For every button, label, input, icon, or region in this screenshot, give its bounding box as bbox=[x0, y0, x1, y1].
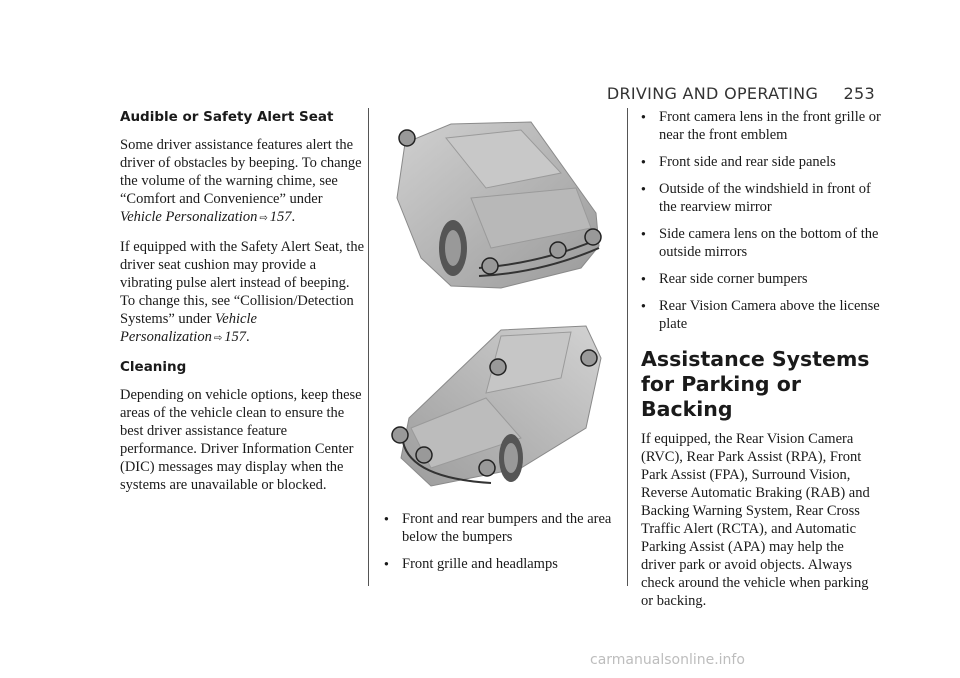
cleaning-list-right bbox=[641, 108, 881, 333]
car-rear-illustration bbox=[391, 118, 613, 298]
section-title: DRIVING AND OPERATING bbox=[606, 84, 819, 103]
sensor-marker bbox=[490, 359, 506, 375]
column-divider bbox=[368, 108, 369, 586]
list-item: ● Rear side corner bumpers bbox=[641, 270, 881, 288]
page-ref-arrow-icon: ⇨ bbox=[259, 213, 268, 224]
heading-audible-alert: Audible or Safety Alert Seat bbox=[120, 109, 334, 125]
list-item: ● Front and rear bumpers and the area below the bumpers bbox=[380, 510, 615, 546]
page-ref-number[interactable]: 157 bbox=[224, 329, 246, 345]
right-column bbox=[641, 108, 881, 620]
cleaning-list-middle bbox=[380, 510, 615, 582]
cross-reference-link[interactable]: Vehicle Personalization bbox=[120, 311, 257, 345]
sensor-marker bbox=[482, 258, 498, 274]
heading-parking-assist: Assistance Systems for Parking or Backing bbox=[641, 347, 870, 421]
page-ref-arrow-icon: ⇨ bbox=[213, 333, 223, 344]
sensor-marker bbox=[416, 447, 432, 463]
page-ref-number[interactable]: 157 bbox=[269, 209, 292, 225]
list-item: ● Front camera lens in the front grille or near the front emblem bbox=[641, 108, 881, 144]
sensor-marker bbox=[581, 350, 597, 366]
page-number: 253 bbox=[843, 84, 875, 103]
list-item: ● Outside of the windshield in front of the rearview mirror bbox=[641, 180, 881, 216]
column-divider bbox=[627, 108, 628, 586]
paragraph-cleaning: Depending on vehicle options, keep these areas of the vehicle clean to ensure the best driver assistance feature performance. Driver Information Center (DIC) messages may display when the systems are unavailable or blocked. bbox=[120, 387, 362, 493]
paragraph-safety-seat: If equipped with the Safety Alert Seat, the driver seat cushion may provide a vibrating pulse alert instead of beeping. To change this, see “Collision/Detection Systems” under Vehicle Personalization ⇨ 157. bbox=[120, 239, 365, 345]
list-item: ● Front grille and headlamps bbox=[380, 555, 615, 573]
heading-cleaning: Cleaning bbox=[120, 359, 187, 375]
car-front-illustration bbox=[391, 318, 613, 496]
page-header bbox=[607, 84, 875, 103]
list-item: ● Front side and rear side panels bbox=[641, 153, 881, 171]
sensor-marker bbox=[585, 229, 601, 245]
left-column bbox=[120, 108, 365, 504]
watermark: carmanualsonline.info bbox=[590, 652, 745, 668]
paragraph-parking-assist: If equipped, the Rear Vision Camera (RVC), Rear Park Assist (RPA), Front Park Assist (FPA), Surround Vision, Reverse Automatic Braking (RAB) and Backing Warning System, Rear Cross Traffic Alert (RCTA), and Automatic Parking Assist (APA) may help the driver park or avoid objects. Always check around the vehicle when parking or backing. bbox=[641, 431, 870, 609]
list-item: ● Side camera lens on the bottom of the outside mirrors bbox=[641, 225, 881, 261]
sensor-marker bbox=[550, 242, 566, 258]
cross-reference-link[interactable]: Vehicle Personalization bbox=[120, 209, 258, 225]
paragraph-chime: Some driver assistance features alert the driver of obstacles by beeping. To change the volume of the warning chime, see “Comfort and Convenience” under Vehicle Personalization ⇨ 157. bbox=[120, 137, 362, 225]
sensor-marker bbox=[392, 427, 408, 443]
list-item: ● Rear Vision Camera above the license plate bbox=[641, 297, 881, 333]
sensor-marker bbox=[399, 130, 415, 146]
sensor-marker bbox=[479, 460, 495, 476]
